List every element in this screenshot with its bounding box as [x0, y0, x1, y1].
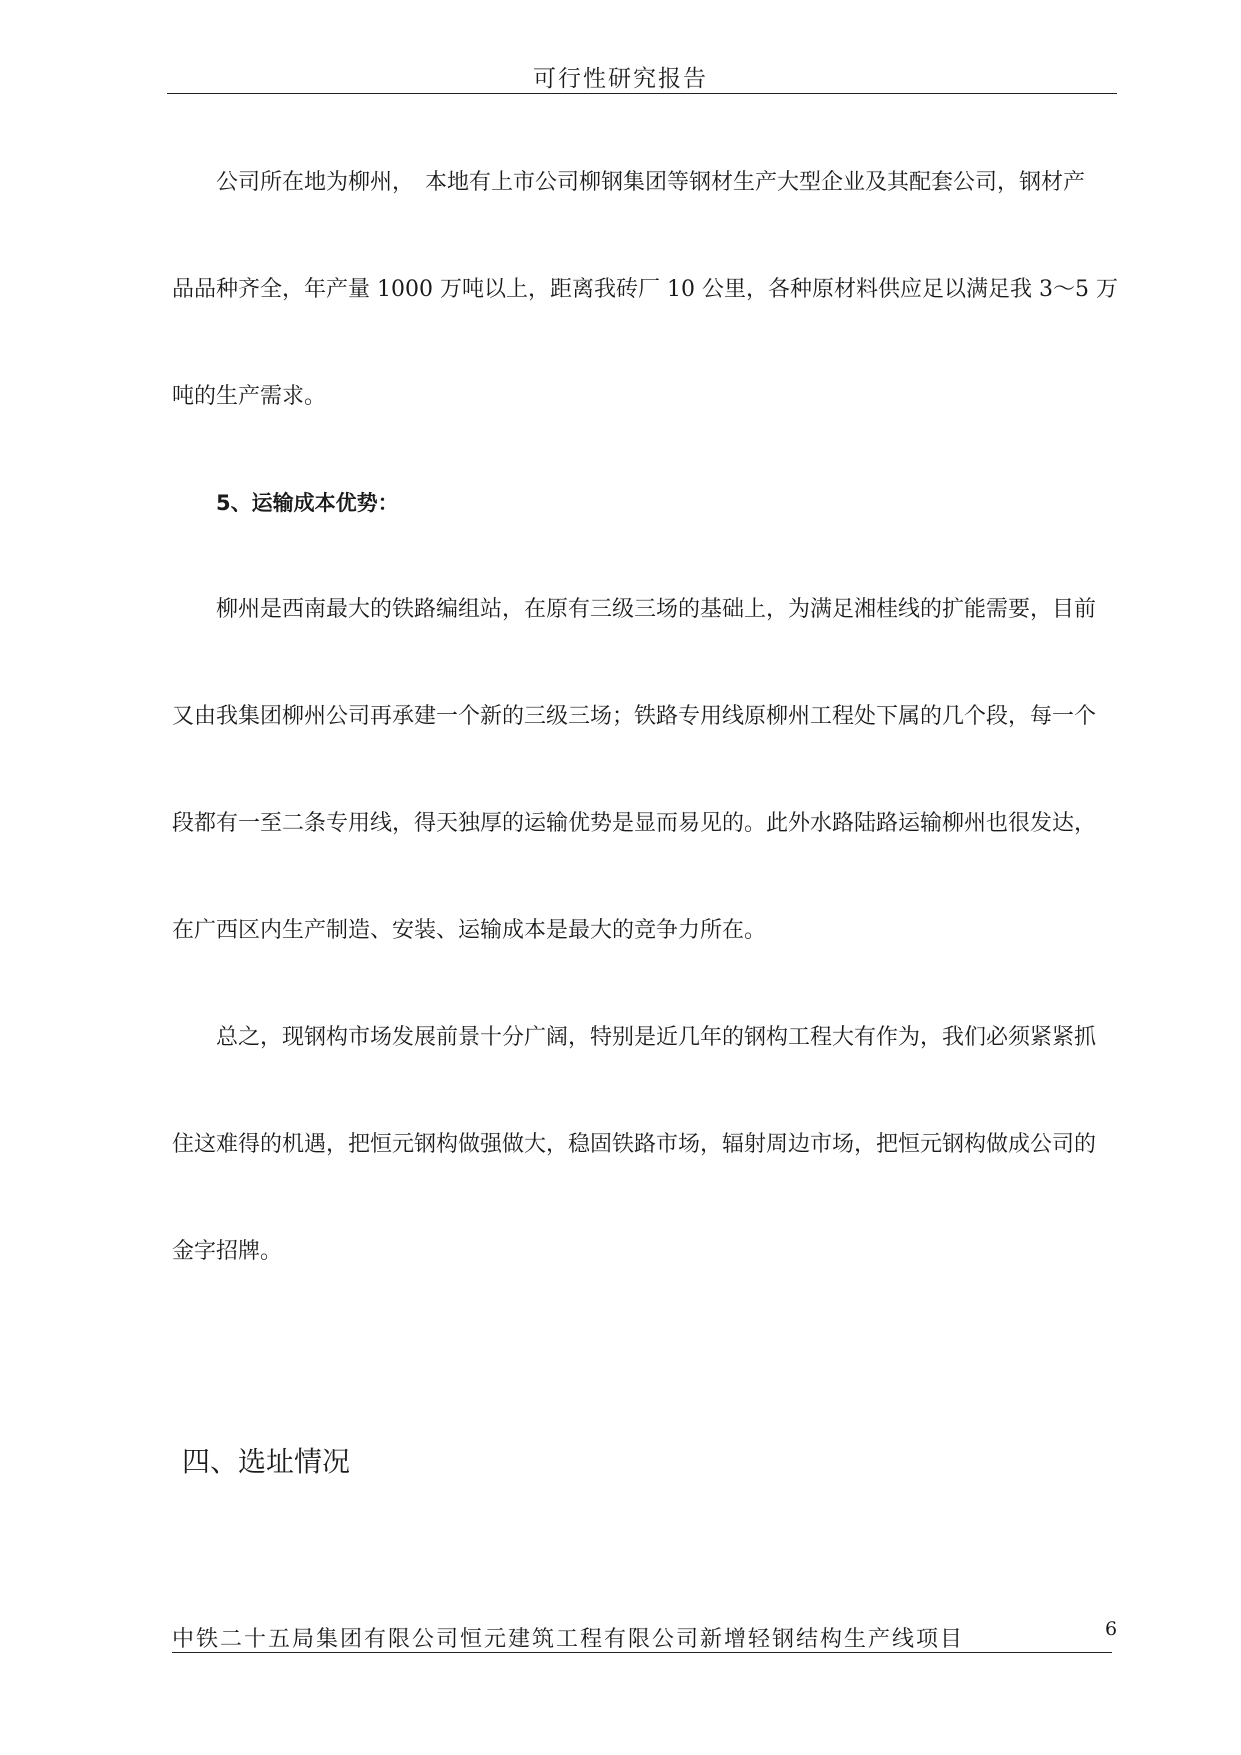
- paragraph-line: 住这难得的机遇，把恒元钢构做强做大，稳固铁路市场，辐射周边市场，把恒元钢构做成公司的: [172, 1132, 1097, 1157]
- subsection-heading: 5、运输成本优势：: [216, 491, 399, 515]
- paragraph-line: 公司所在地为柳州， 本地有上市公司柳钢集团等钢材生产大型企业及其配套公司，钢材产: [216, 170, 1086, 195]
- header-divider: [167, 93, 1117, 94]
- paragraph-line: 柳州是西南最大的铁路编组站，在原有三级三场的基础上，为满足湘桂线的扩能需要，目前: [216, 597, 1097, 622]
- footer-divider: [172, 1652, 1112, 1653]
- page-number: 6: [1105, 1618, 1118, 1640]
- paragraph-line: 金字招牌。: [172, 1239, 283, 1264]
- footer-project-name: 中铁二十五局集团有限公司恒元建筑工程有限公司新增轻钢结构生产线项目: [172, 1627, 965, 1652]
- paragraph-line: 在广西区内生产制造、安装、运输成本是最大的竞争力所在。: [172, 918, 767, 943]
- paragraph-line: 又由我集团柳州公司再承建一个新的三级三场；铁路专用线原柳州工程处下属的几个段，每一个: [172, 704, 1097, 729]
- header-title: 可行性研究报告: [533, 66, 708, 92]
- paragraph-line: 吨的生产需求。: [172, 384, 327, 409]
- paragraph-line: 总之，现钢构市场发展前景十分广阔，特别是近几年的钢构工程大有作为，我们必须紧紧抓: [216, 1025, 1097, 1050]
- paragraph-line: 品品种齐全，年产量 1000 万吨以上，距离我砖厂 10 公里，各种原材料供应足以满足我 3～5 万: [172, 277, 1118, 302]
- section-heading: 四、选址情况: [182, 1445, 351, 1478]
- paragraph-line: 段都有一至二条专用线，得天独厚的运输优势是显而易见的。此外水路陆路运输柳州也很发达，: [172, 811, 1097, 836]
